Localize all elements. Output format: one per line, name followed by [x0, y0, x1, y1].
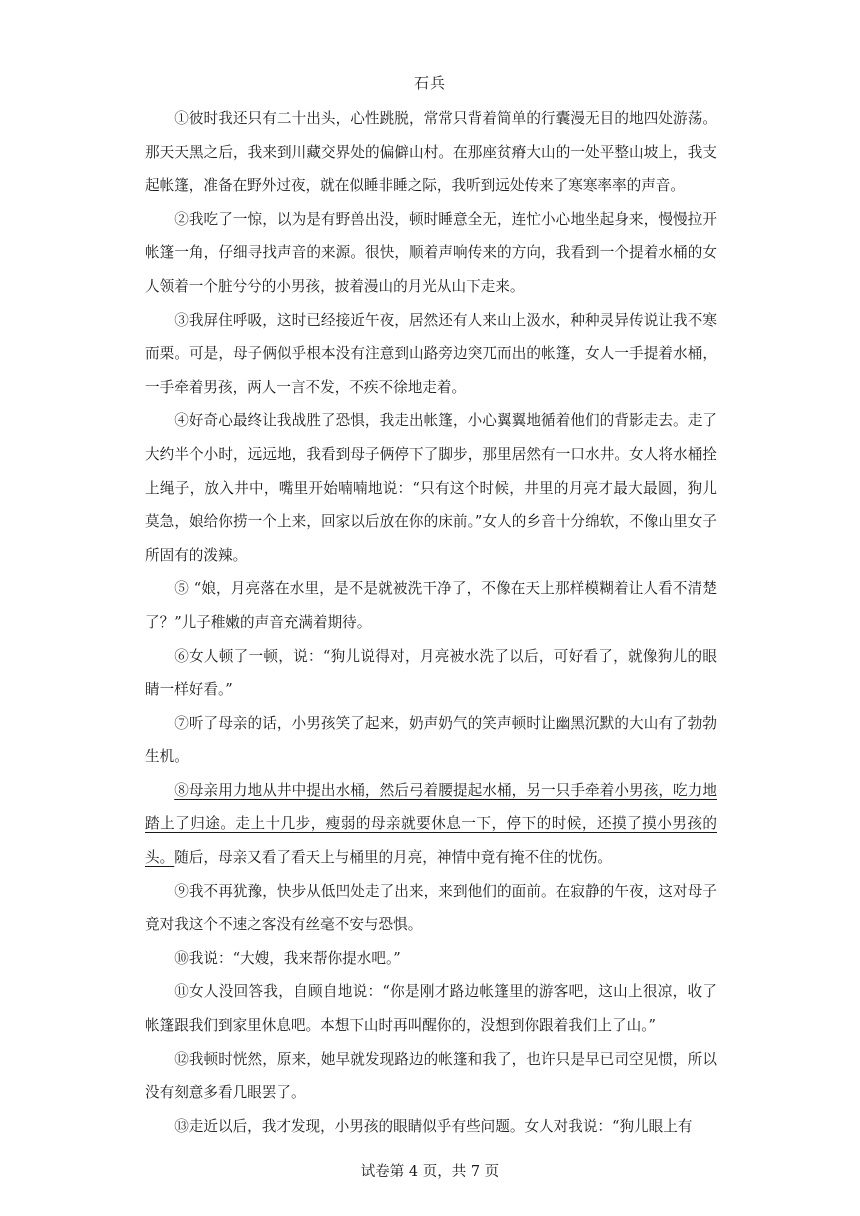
paragraph-6: ⑥女人顿了一顿，说：“狗儿说得对，月亮被水洗了以后，可好看了，就像狗儿的眼睛一样好看。”	[145, 647, 717, 699]
paragraph-9: ⑨我不再犹豫，快步从低凹处走了出来，来到他们的面前。在寂静的午夜，这对母子竟对我这个不速之客没有丝毫不安与恐惧。	[145, 882, 717, 934]
article-body	[145, 102, 717, 1143]
paragraph-5: ⑤ “娘，月亮落在水里，是不是就被洗干净了，不像在天上那样模糊着让人看不清楚了？”儿子稚嫩的声音充满着期待。	[145, 580, 717, 631]
article-title: 石兵	[413, 74, 446, 92]
paragraph-11: ⑪女人没回答我，自顾自地说：“你是刚才路边帐篷里的游客吧，这山上很凉，收了帐篷跟我们到家里休息吧。本想下山时再叫醒你的，没想到你跟着我们上了山。”	[145, 983, 717, 1035]
paragraph-3: ③我屏住呼吸，这时已经接近午夜，居然还有人来山上汲水，种种灵异传说让我不寒而栗。可是，母子俩似乎根本没有注意到山路旁边突兀而出的帐篷，女人一手提着水桶，一手牵着男孩，两人一言不发，不疾不徐地走着。	[145, 311, 717, 396]
paragraph-2: ②我吃了一惊，以为是有野兽出没，顿时睡意全无，连忙小心地坐起身来，慢慢拉开帐篷一角，仔细寻找声音的来源。很快，顺着声响传来的方向，我看到一个提着水桶的女人领着一个脏兮兮的小男孩，披着漫山的月光从山下走来。	[145, 210, 717, 295]
paragraph-10: ⑩我说：“大嫂，我来帮你提水吧。”	[174, 949, 401, 967]
paragraph-8-rest: 随后，母亲又看了看天上与桶里的月亮，神情中竟有掩不住的忧伤。	[174, 849, 613, 867]
paragraph-13: ⑬走近以后，我才发现，小男孩的眼睛似乎有些问题。女人对我说：“狗儿眼上有	[174, 1117, 693, 1135]
paragraph-7: ⑦听了母亲的话，小男孩笑了起来，奶声奶气的笑声顿时让幽黑沉默的大山有了勃勃生机。	[145, 714, 717, 766]
paragraph-1: ①彼时我还只有二十出头，心性跳脱，常常只背着简单的行囊漫无目的地四处游荡。那天天黑之后，我来到川藏交界处的偏僻山村。在那座贫瘠大山的一处平整山坡上，我支起帐篷，准备在野外过夜，就在似睡非睡之际，我听到远处传来了寒寒率率的声音。	[145, 110, 717, 195]
underlined-sentence: ⑧母亲用力地从井中提出水桶，然后弓着腰提起水桶，另一只手牵着小男孩，吃力地踏上了归途。走上十几步，瘦弱的母亲就要休息一下，停下的时候，还摸了摸小男孩的头。	[145, 781, 717, 867]
paragraph-4: ④好奇心最终让我战胜了恐惧，我走出帐篷，小心翼翼地循着他们的背影走去。走了大约半个小时，远远地，我看到母子俩停下了脚步，那里居然有一口水井。女人将水桶拴上绳子，放入井中，嘴里开始喃喃地说：“只有这个时候，井里的月亮才最大最圆，狗儿莫急，娘给你捞一个上来，回家以后放在你的床前。”女人的乡音十分绵软，不像山里女子所固有的泼辣。	[145, 412, 717, 564]
paragraph-12: ⑫我顿时恍然，原来，她早就发现路边的帐篷和我了，也许只是早已司空见惯，所以没有刻意多看几眼罢了。	[145, 1050, 717, 1102]
page-footer: 试卷第 4 页，共 7 页	[360, 1164, 500, 1180]
paragraph-8	[145, 774, 717, 875]
